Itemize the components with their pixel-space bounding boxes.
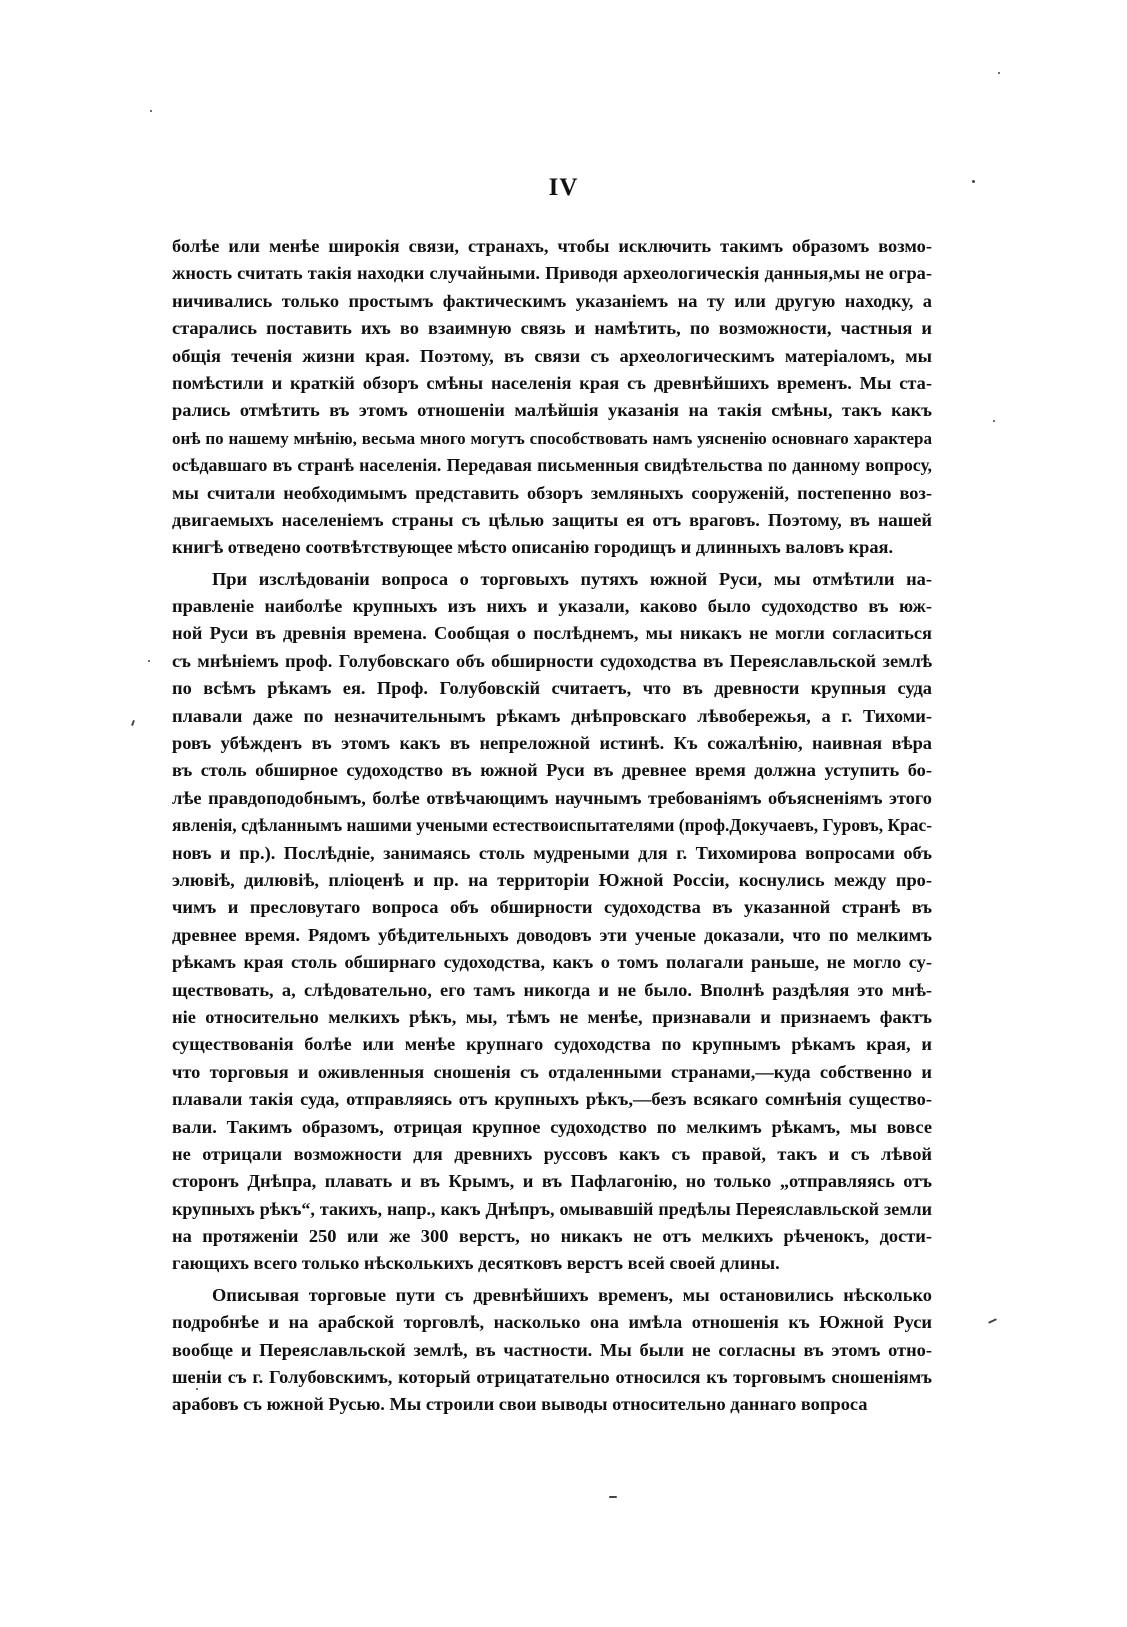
text-line: Описывая торговые пути съ древнѣйшихъ временъ, мы остановились нѣсколько [212,1284,932,1305]
text-line: на протяженіи 250 или же 300 верстъ, но никакъ не отъ мелкихъ рѣченокъ, дости- [172,1226,932,1247]
text-line: ничивались только простымъ фактическимъ указаніемъ на ту или другую находку, а [172,290,932,311]
page-number: IV [548,174,579,201]
text-line: старались поставить ихъ во взаимную связь и намѣтить, по возможности, частныя и [172,318,932,339]
scan-speck [148,660,150,662]
text-line: ровъ убѣжденъ въ этомъ какъ въ непреложной истинѣ. Къ сожалѣнію, наивная вѣра [172,733,932,754]
text-line: вообще и Переяславльской землѣ, въ частности. Мы были не согласны въ этомъ отно- [172,1339,932,1360]
text-line: подробнѣе и на арабской торговлѣ, насколько она имѣла отношенія къ Южной Руси [172,1312,932,1333]
text-line: съ мнѣніемъ проф. Голубовскаго объ обширности судоходства въ Переяславльской землѣ [172,650,932,671]
scan-speck [150,110,152,112]
text-line: сторонъ Днѣпра, плавать и въ Крымъ, и въ Пафлагонію, но только „отправляясь отъ [172,1171,932,1192]
text-line: рались отмѣтить въ этомъ отношеніи малѣйшія указанія на такія смѣны, такъ какъ [172,400,932,421]
text-line: по всѣмъ рѣкамъ ея. Проф. Голубовскій считаетъ, что въ древности крупныя суда [172,678,932,699]
paragraph [172,566,932,1278]
text-line: что торговыя и оживленныя сношенія съ отдаленными странами,—куда собственно и [172,1061,932,1082]
text-line: рѣкамъ края столь обширнаго судоходства, какъ о томъ полагали раньше, не могло су- [172,952,932,973]
scan-speck [998,72,1000,74]
text-line: правленіе наиболѣе крупныхъ изъ нихъ и указали, каково было судоходство въ юж- [172,596,932,617]
text-line: крупныхъ рѣкъ“, такихъ, напр., какъ Днѣпръ, омывавшій предѣлы Переяславльской земли [172,1198,932,1219]
text-line: не отрицали возможности для древнихъ руссовъ какъ съ правой, такъ и съ лѣвой [172,1143,932,1164]
text-line: ществовать, а, слѣдовательно, его тамъ никогда и не было. Вполнѣ раздѣляя это мнѣ- [172,979,932,1000]
text-line: элювіѣ, дилювіѣ, пліоценѣ и пр. на территоріи Южной Россіи, коснулись между про- [172,869,932,890]
text-line: книгѣ отведено соотвѣтствующее мѣсто описанію городищъ и длинныхъ валовъ края. [172,537,894,558]
text-line: лѣе правдоподобнымъ, болѣе отвѣчающимъ научнымъ требованіямъ объясненіямъ этого [172,787,932,808]
text-line: арабовъ съ южной Русью. Мы строили свои выводы относительно даннаго вопроса [172,1394,868,1415]
text-line: новъ и пр.). Послѣдніе, занимаясь столь мудреными для г. Тихомирова вопросами объ [172,842,932,863]
text-line: существованія болѣе или менѣе крупнаго судоходства по крупнымъ рѣкамъ края, и [172,1034,932,1055]
text-line: вали. Такимъ образомъ, отрицая крупное судоходство по мелкимъ рѣкамъ, мы вовсе [172,1116,932,1137]
text-line: двигаемыхъ населеніемъ страны съ цѣлью защиты ея отъ враговъ. Поэтому, въ нашей [172,509,932,530]
text-line: ной Руси въ древнія времена. Сообщая о послѣднемъ, мы никакъ не могли согласиться [172,623,932,644]
text-line: въ столь обширное судоходство въ южной Руси въ древнее время должна уступить бо- [172,760,932,781]
text-line: помѣстили и краткій обзоръ смѣны населенія края съ древнѣйшихъ временъ. Мы ста- [172,372,932,393]
scan-speck [196,1388,198,1390]
body-text [172,233,932,1419]
text-line: гающихъ всего только нѣсколькихъ десятковъ верстъ всей своей длины. [172,1253,780,1274]
text-line: мы считали необходимымъ представить обзоръ земляныхъ сооруженій, постепенно воз- [172,482,932,503]
scan-speck [609,1496,617,1498]
text-line: плавали даже по незначительнымъ рѣкамъ днѣпровскаго лѣвобережья, а г. Тихоми- [172,705,932,726]
text-line: плавали такія суда, отправляясь отъ крупныхъ рѣкъ,—безъ всякаго сомнѣнія существо- [172,1089,932,1110]
text-line: болѣе или менѣе широкія связи, странахъ, чтобы исключить такимъ образомъ возмо- [172,236,932,256]
scan-speck [131,720,135,726]
scan-speck [993,420,995,422]
text-line: осѣдавшаго въ странѣ населенія. Передавая письменныя свидѣтельства по данному вопросу, [172,455,932,476]
text-line: чимъ и пресловутаго вопроса объ обширности судоходства въ указанной странѣ въ [172,897,932,918]
text-line: шеніи съ г. Голубовскимъ, который отрицатательно относился къ торговымъ сношеніямъ [172,1367,932,1388]
paragraph [172,233,932,562]
text-line: онѣ по нашему мнѣнію, весьма много могутъ способствовать намъ уясненію основнаго характера [172,428,932,448]
text-line: жность считать такія находки случайными. Приводя археологическія данныя,мы не огра- [172,263,932,284]
text-line: При изслѣдованіи вопроса о торговыхъ путяхъ южной Руси, мы отмѣтили на- [212,568,932,589]
text-line: древнее время. Рядомъ убѣдительныхъ доводовъ эти ученые доказали, что по мелкимъ [172,924,932,945]
scan-speck [972,180,975,183]
text-line: общія теченія жизни края. Поэтому, въ связи съ археологическимъ матеріаломъ, мы [172,345,932,366]
text-line: явленія, сдѣланнымъ нашими учеными естествоиспытателями (проф.Докучаевъ, Гуровъ, Крас- [172,815,932,836]
scan-speck [988,1318,997,1324]
paragraph [172,1282,932,1419]
text-line: ніе относительно мелкихъ рѣкъ, мы, тѣмъ не менѣе, признавали и признаемъ фактъ [172,1006,932,1027]
